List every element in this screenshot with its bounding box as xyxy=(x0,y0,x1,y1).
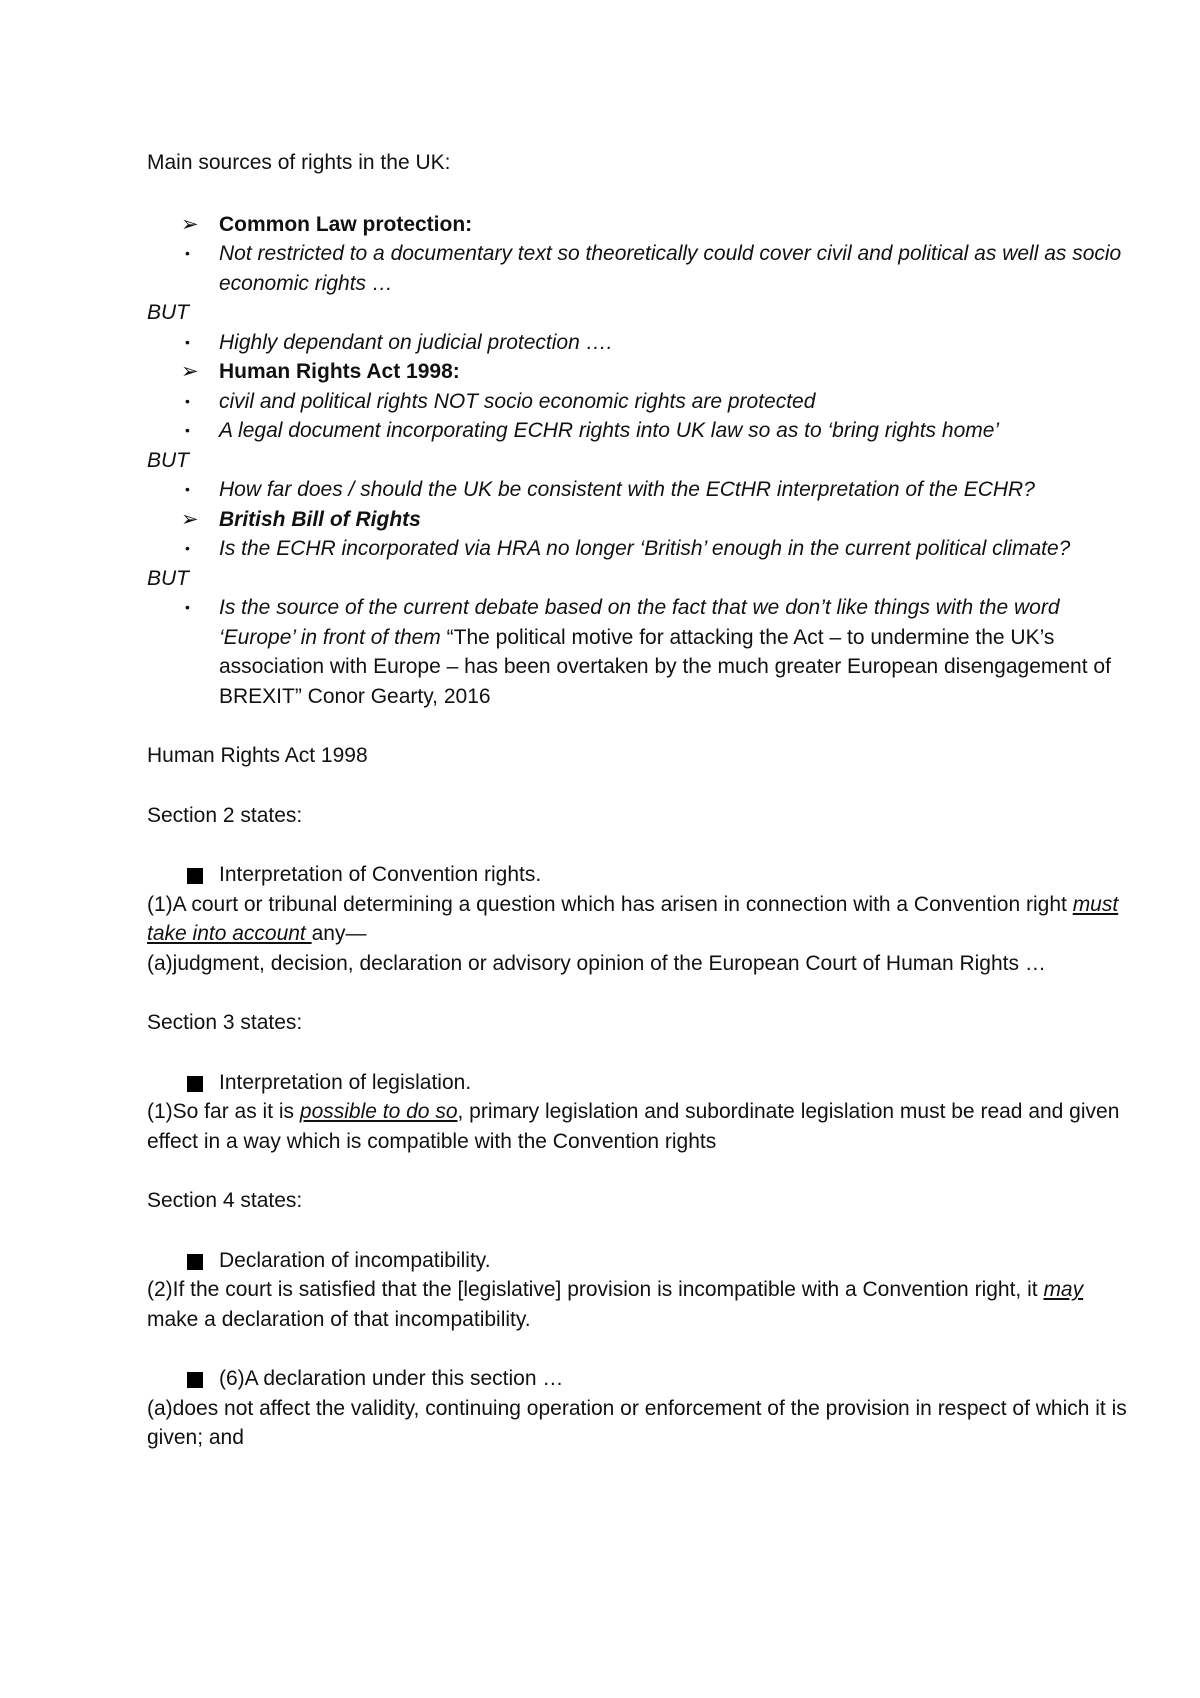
round-bullet-icon: • xyxy=(185,245,190,261)
section-3-label: Section 3 states: xyxy=(147,1011,303,1034)
section-4-para-2: (a)does not affect the validity, continuing operation or enforcement of the provision in respect of which it is given; and xyxy=(147,1396,1127,1449)
section-4-heading: Declaration of incompatibility. xyxy=(147,1246,1140,1276)
black-square-icon xyxy=(187,1372,203,1388)
black-square-icon xyxy=(187,868,203,884)
common-law-heading: ➢ Common Law protection: xyxy=(147,210,1140,240)
hra-heading: ➢ Human Rights Act 1998: xyxy=(147,357,1140,387)
round-bullet-icon: • xyxy=(185,333,190,350)
common-law-point-2: • Highly dependant on judicial protection …. xyxy=(147,328,1140,358)
round-bullet-icon: • xyxy=(185,422,190,438)
section-3-heading: Interpretation of legislation. xyxy=(147,1068,1140,1098)
arrowhead-bullet-icon: ➢ xyxy=(181,507,199,531)
section-4-para-1: (2)If the court is satisfied that the [legislative] provision is incompatible with a Convention right, it may make a declaration of that incompatibility. xyxy=(147,1278,1084,1331)
hra-list-2 xyxy=(147,475,1140,564)
but-label: BUT xyxy=(147,448,189,472)
hra-point-2: • A legal document incorporating ECHR rights into UK law so as to ‘bring rights home’ xyxy=(147,416,1140,446)
black-square-icon xyxy=(187,1076,203,1092)
intro-title: Main sources of rights in the UK: xyxy=(147,151,451,174)
hra-point-1: • civil and political rights NOT socio economic rights are protected xyxy=(147,387,1140,417)
round-bullet-icon: • xyxy=(185,481,190,497)
section-2-label: Section 2 states: xyxy=(147,803,303,827)
section-4-label: Section 4 states: xyxy=(147,1189,303,1212)
round-bullet-icon: • xyxy=(185,599,190,615)
black-square-icon xyxy=(187,1254,203,1270)
section-2-para-1: (1)A court or tribunal determining a question which has arisen in connection with a Convention right must take into account any— xyxy=(147,892,1119,945)
section-2-heading: Interpretation of Convention rights. xyxy=(147,860,1140,890)
round-bullet-icon: • xyxy=(185,540,190,556)
common-law-list-2 xyxy=(147,328,1140,446)
arrowhead-bullet-icon: ➢ xyxy=(181,360,199,383)
section-4-heading-2: (6)A declaration under this section … xyxy=(147,1364,1140,1394)
but-label: BUT xyxy=(147,566,189,590)
bill-point-1: • Is the ECHR incorporated via HRA no longer ‘British’ enough in the current political climate? xyxy=(147,534,1140,564)
hra-point-3: • How far does / should the UK be consistent with the ECtHR interpretation of the ECHR? xyxy=(147,475,1140,505)
bill-point-2: • Is the source of the current debate based on the fact that we don’t like things with the word ‘Europe’ in front of them “The political motive for attacking the Act – to undermine the UK’s association with Europe – has been overtaken by the much greater European disengagement of BREXIT” Conor Gearty, 2016 xyxy=(147,593,1140,711)
bill-list-2 xyxy=(147,593,1140,711)
arrowhead-bullet-icon: ➢ xyxy=(181,212,199,236)
section-3-para-1: (1)So far as it is possible to do so, primary legislation and subordinate legislation must be read and given effect in a way which is compatible with the Convention rights xyxy=(147,1100,1120,1153)
common-law-point-1: • Not restricted to a documentary text so theoretically could cover civil and political as well as socio economic rights … xyxy=(147,239,1140,298)
hra-title: Human Rights Act 1998 xyxy=(147,744,368,767)
round-bullet-icon: • xyxy=(185,392,190,409)
bill-heading: ➢ British Bill of Rights xyxy=(147,505,1140,535)
section-2-para-2: (a)judgment, decision, declaration or advisory opinion of the European Court of Human Rights … xyxy=(147,951,1046,975)
but-label: BUT xyxy=(147,301,189,324)
common-law-list xyxy=(147,210,1140,299)
